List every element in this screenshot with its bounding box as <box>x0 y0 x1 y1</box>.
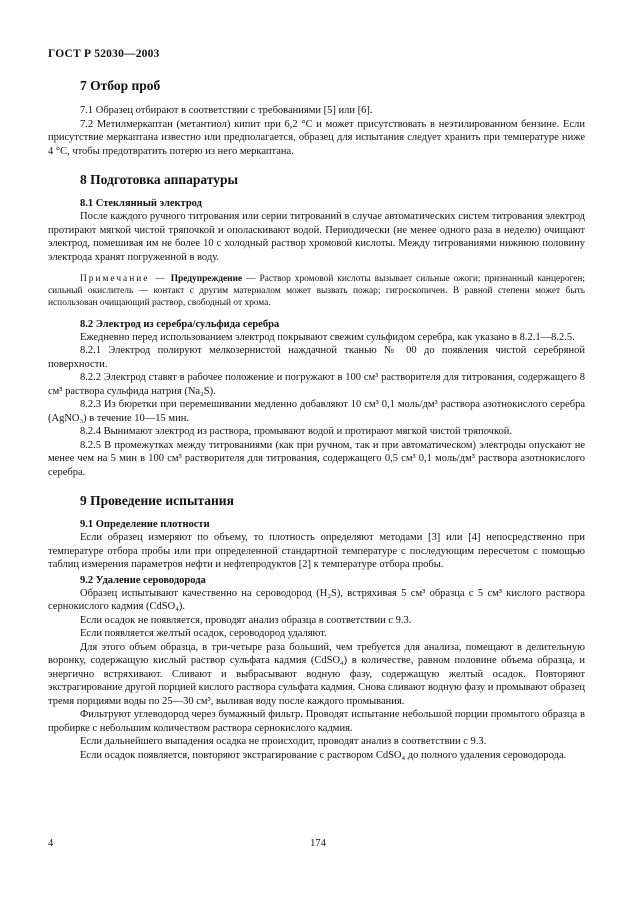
paragraph: 8.2.3 Из бюретки при перемешивании медленно добавляют 10 см³ 0,1 моль/дм³ раствора азотнокислого серебра (AgNO₃) в течение 10—15 мин. <box>48 399 585 424</box>
section-8 <box>48 172 585 479</box>
section-7 <box>48 78 585 158</box>
subsection-8-2 <box>48 319 585 480</box>
subsection-title: 8.1 Стеклянный электрод <box>80 198 202 209</box>
section-title: 9 Проведение испытания <box>80 493 234 509</box>
paragraph: 8.2.4 Вынимают электрод из раствора, промывают водой и протирают мягкой чистой тряпочкой. <box>80 426 513 438</box>
section-title: 7 Отбор проб <box>80 78 161 93</box>
subsection-9-2 <box>48 575 585 763</box>
paragraph: Если появляется желтый осадок, сероводород удаляют. <box>80 628 327 640</box>
subsection-title: 9.1 Определение плотности <box>80 519 210 531</box>
paragraph: Ежедневно перед использованием электрод покрывают свежим сульфидом серебра, как указано в 8.2.1—8.2.5. <box>80 331 575 343</box>
paragraph: 8.2.5 В промежутках между титрованиями (как при ручном, так и при автоматическом) электроды опускают не менее чем на 5 мин в 100 см³ растворителя для титрования, содержащего 0,5 см³ 0,1 моль/дм³ раствора азотнокислого серебра. <box>48 439 585 478</box>
paragraph: 8.2.1 Электрод полируют мелкозернистой наждачной тканью № 00 до появления чистой серебряной поверхности. <box>48 345 585 370</box>
paragraph: После каждого ручного титрования или серии титрований в случае автоматических систем титрования электрод протирают мягкой чистой тряпочкой и ополаскивают водой. Периодически (не менее одного раза в неделю) очищают электрод, помешивая им не более 10 с холодный раствор хромовой кислоты. Между титрованиями нижнюю половину электрода хранят погруженной в воду. <box>48 211 585 263</box>
paragraph: Образец испытывают качественно на сероводород (H₂S), встряхивая 5 см³ образца с 5 см³ кислого раствора сернокислого кадмия (CdSO₄). <box>48 587 585 613</box>
page-number-left: 4 <box>48 838 54 849</box>
paragraph: 7.2 Метилмеркаптан (метантиол) кипит при 6,2 °С и может присутствовать в неэтилированном бензине. Если присутствие меркаптана известно или предполагается, образец для испытания следует хранить при температуре ниже 4 °С, чтобы предотвратить потерю из него меркаптана. <box>48 118 585 157</box>
paragraph: Если осадок появляется, повторяют экстрагирование с раствором CdSO₄ до полного удаления сероводорода. <box>80 749 567 761</box>
paragraph: Если образец измеряют по объему, то плотность определяют методами [3] или [4] непосредственно при температуре отбора пробы или при определенной стандартной температуре с последующим пересчетом с помощью таблиц измерения параметров нефти и нефтепродуктов [2] к температуре отбора пробы. <box>48 532 585 571</box>
paragraph: 8.2.2 Электрод ставят в рабочее положение и погружают в 100 см³ растворителя для титрования, содержащего 8 см³ раствора сульфида натрия (Na₂S). <box>48 372 585 397</box>
subsection-8-1 <box>48 198 585 310</box>
paragraph: Если дальнейшего выпадения осадка не происходит, проводят анализ в соответствии с 9.3. <box>80 736 487 748</box>
subsection-title: 9.2 Удаление сероводорода <box>80 574 206 586</box>
paragraph: 7.1 Образец отбирают в соответствии с требованиями [5] или [6]. <box>80 105 373 116</box>
document-page <box>48 48 585 772</box>
note-text: — Раствор хромовой кислоты вызывает сильные ожоги; признанный канцероген; сильный окислитель — контакт с другим материалом может вызвать пожар; гигроскопичен. В равной степени может быть использован очищающий раствор, свободный от хрома. <box>48 274 586 309</box>
subsection-9-1 <box>48 519 585 572</box>
document-header: ГОСТ Р 52030—2003 <box>48 48 160 60</box>
note <box>48 273 585 310</box>
note-warning: Предупреждение <box>170 274 243 284</box>
page-number-center: 174 <box>310 838 326 849</box>
note-label: Примечание — <box>80 274 167 284</box>
subsection-title: 8.2 Электрод из серебра/сульфида серебра <box>80 318 280 330</box>
section-title: 8 Подготовка аппаратуры <box>80 172 239 187</box>
section-9 <box>48 493 585 762</box>
paragraph: Если осадок не появляется, проводят анализ образца в соответствии с 9.3. <box>80 614 412 626</box>
paragraph: Фильтруют углеводород через бумажный фильтр. Проводят испытание небольшой порции промытого образца в пробирке с небольшим количеством раствора сернокислого кадмия. <box>48 709 585 734</box>
paragraph: Для этого объем образца, в три-четыре раза больший, чем требуется для анализа, помещают в делительную воронку, содержащую кислый раствор сульфата кадмия (CdSO₄) в количестве, равном половине объема образца, и энергично встряхивают. Сливают и выбрасывают водную фазу, содержащую желтый осадок. Повторяют экстрагирование другой порцией кислого раствора сульфата кадмия. Снова сливают водную фазу и промывают образец тремя порциями воды по 25—30 см³, выливая воду после каждого промывания. <box>48 641 585 707</box>
